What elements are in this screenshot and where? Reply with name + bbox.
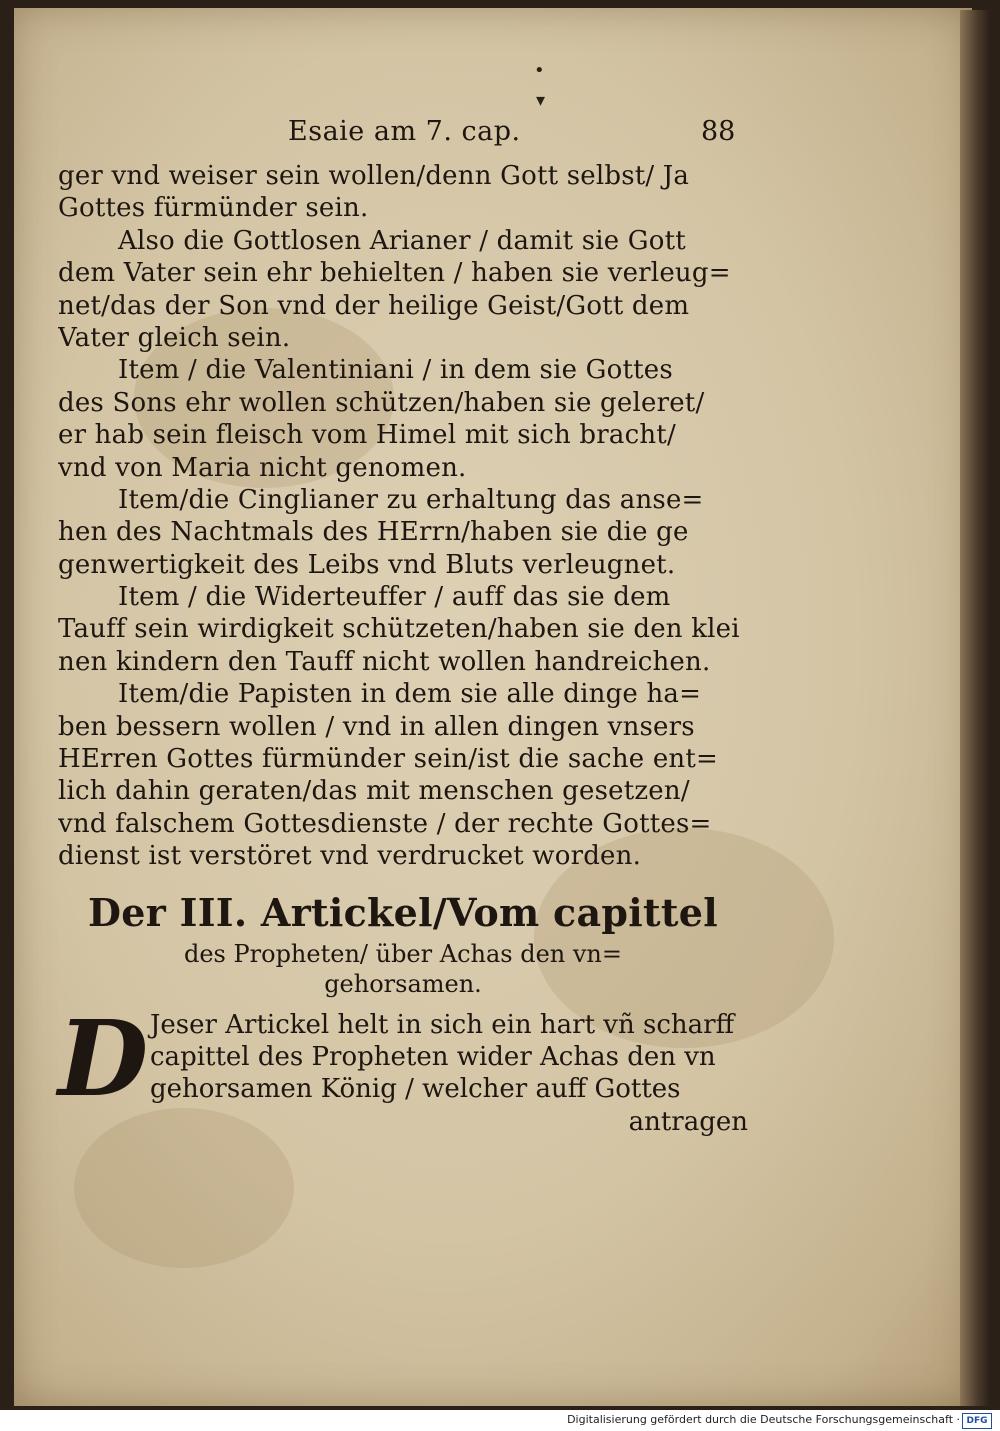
ink-mark: ▾: [536, 90, 546, 111]
catchword: antragen: [628, 1106, 748, 1137]
section-heading: Der III. Artickel/Vom capittel: [88, 889, 718, 935]
text-line: ger vnd weiser sein wollen/denn Gott selbst/ Ja: [58, 161, 690, 191]
text-line: Item/die Papisten in dem sie alle dinge ha=: [118, 679, 702, 710]
text-line: vnd falschem Gottesdienste / der rechte Gottes=: [58, 808, 712, 839]
text-line: Item/die Cinglianer zu erhaltung das anse=: [118, 484, 704, 515]
text-line: hen des Nachtmals des HErrn/haben sie die ge: [58, 517, 689, 548]
page-header: [58, 116, 748, 160]
opening-paragraph: [58, 996, 748, 1120]
text-line: des Sons ehr wollen schützen/haben sie geleret/: [58, 387, 705, 418]
funding-credit: Digitalisierung gefördert durch die Deutsche Forschungsgemeinschaft ·: [567, 1413, 960, 1426]
text-line: er hab sein fleisch vom Himel mit sich bracht/: [58, 420, 676, 451]
folio-number: 88: [701, 116, 736, 147]
text-line: nen kindern den Tauff nicht wollen handreichen.: [58, 646, 711, 677]
text-line: Jeser Artickel helt in sich ein hart vñ scharff: [150, 1009, 735, 1040]
text-line: dienst ist verstöret vnd verdrucket worden.: [58, 841, 642, 872]
drop-cap-initial: D: [58, 996, 149, 1120]
text-line: lich dahin geraten/das mit menschen gesetzen/: [58, 776, 690, 807]
dfg-logo: DFG: [962, 1413, 992, 1429]
text-line: Item / die Valentiniani / in dem sie Gottes: [118, 355, 673, 386]
section-subheading-line: gehorsamen.: [324, 969, 482, 998]
text-line: vnd von Maria nicht genomen.: [58, 452, 467, 483]
text-line: capittel des Propheten wider Achas den vn: [150, 1041, 716, 1072]
text-line: ben bessern wollen / vnd in allen dingen vnsers: [58, 711, 695, 742]
ink-mark: •: [534, 60, 545, 81]
text-line: Vater gleich sein.: [58, 322, 291, 353]
footer-bar: [0, 1410, 1000, 1431]
text-line: genwertigkeit des Leibs vnd Bluts verleugnet.: [58, 549, 676, 580]
text-line: dem Vater sein ehr behielten / haben sie verleug=: [58, 258, 731, 289]
page-edge-shadow: [960, 10, 990, 1406]
section-subheading-line: des Propheten/ über Achas den vn=: [183, 939, 622, 968]
body-text: [58, 160, 748, 873]
text-line: Tauff sein wirdigkeit schützeten/haben sie den klei: [58, 614, 740, 645]
text-line: Also die Gottlosen Arianer / damit sie Gott: [118, 225, 686, 256]
text-line: gehorsamen König / welcher auff Gottes: [150, 1074, 681, 1105]
text-line: Item / die Widerteuffer / auff das sie dem: [118, 582, 671, 613]
running-head: Esaie am 7. cap.: [288, 116, 521, 147]
text-block: [58, 116, 748, 1138]
text-line: HErren Gottes fürmünder sein/ist die sache ent=: [58, 744, 718, 775]
text-line: Gottes fürmünder sein.: [58, 193, 369, 224]
text-line: net/das der Son vnd der heilige Geist/Gott dem: [58, 290, 690, 321]
